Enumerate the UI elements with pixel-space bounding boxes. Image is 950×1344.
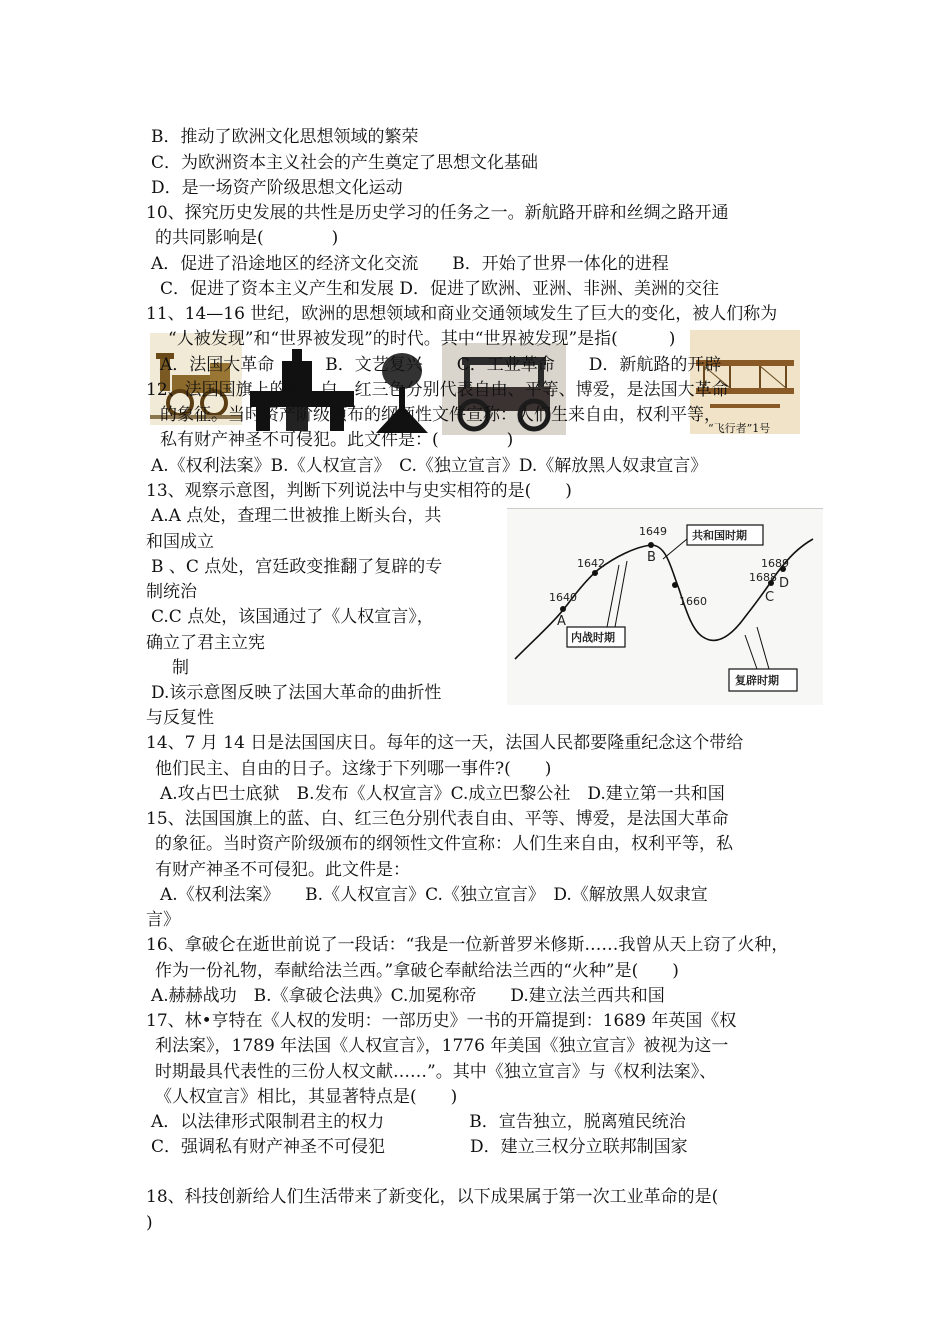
question-10-line1: 10、探究历史发展的共性是历史学习的任务之一。新航路开辟和丝绸之路开通 [146, 203, 729, 223]
question-17-line4: 《人权宣言》相比，其显著特点是( ) [155, 1087, 458, 1107]
options-10-ab: A．促进了沿途地区的经济文化交流 B．开始了世界一体化的进程 [151, 254, 669, 274]
year-label: 1640 [549, 591, 577, 604]
year-label: 1660 [679, 595, 707, 608]
option-13b-line2: 制统治 [146, 582, 197, 602]
option-13b-line1: B 、C 点处，宫廷政变推翻了复辟的专 [151, 557, 443, 577]
question-15-line3: 有财产神圣不可侵犯。此文件是： [155, 860, 410, 880]
options-15-line1: A.《权利法案》 B.《人权宣言》C.《独立宣言》 D.《解放黑人奴隶宣 [160, 885, 708, 905]
options-11: A．法国大革命 B．文艺复兴 C．工业革命 D．新航路的开辟 [160, 355, 722, 375]
question-16-line1: 16、拿破仑在逝世前说了一段话：“我是一位新普罗米修斯……我曾从天上窃了火种， [146, 935, 789, 955]
restoration-period-label: 复辟时期 [735, 674, 779, 687]
option-13c-line3: 制 [172, 658, 189, 678]
point-letter: B [647, 550, 656, 565]
question-12-line2: 的象征。当时资产阶级颁布的纲领性文件宣称：人们生来自由，权利平等， [160, 405, 721, 425]
question-12-line1: 12、法国国旗上的蓝、白、红三色分别代表自由、平等、博爱，是法国大革命 [146, 380, 729, 400]
history-curve-diagram [507, 508, 823, 705]
year-label: 1642 [577, 557, 605, 570]
year-label: 1688 [749, 571, 777, 584]
option-13d-line1: D.该示意图反映了法国大革命的曲折性 [151, 683, 442, 703]
option-9d: D．是一场资产阶级思想文化运动 [151, 178, 403, 198]
option-13a-line1: A.A 点处，查理二世被推上断头台，共 [151, 506, 442, 526]
year-label: 1649 [639, 525, 667, 538]
options-16: A.赫赫战功 B.《拿破仑法典》C.加冕称帝 D.建立法兰西共和国 [151, 986, 665, 1006]
question-11-line1: 11、14—16 世纪，欧洲的思想领域和商业交通领域发生了巨大的变化，被人们称为 [146, 304, 778, 324]
question-18-line2: ) [146, 1213, 153, 1233]
question-15-line1: 15、法国国旗上的蓝、白、红三色分别代表自由、平等、博爱，是法国大革命 [146, 809, 729, 829]
question-17-line3: 时期最具代表性的三份人权文献……”。其中《独立宣言》与《权利法案》、 [155, 1062, 717, 1082]
year-label: 1689 [761, 557, 789, 570]
option-13a-line2: 和国成立 [146, 532, 214, 552]
options-17-ab: A．以法律形式限制君主的权力 B．宣告独立，脱离殖民统治 [151, 1112, 686, 1132]
option-13c-line2: 确立了君主立宪 [146, 633, 265, 653]
options-15-line2: 言》 [146, 910, 180, 930]
question-16-line2: 作为一份礼物，奉献给法兰西。”拿破仑奉献给法兰西的“火种”是( ) [155, 961, 679, 981]
point-letter: C [765, 590, 775, 605]
republic-period-label: 共和国时期 [692, 529, 747, 542]
civil-war-period-label: 内战时期 [571, 631, 615, 644]
question-17-line2: 利法案》，1789 年法国《人权宣言》，1776 年美国《独立宣言》被视为这一 [155, 1036, 729, 1056]
point-letter: A [557, 614, 566, 629]
question-13: 13、观察示意图，判断下列说法中与史实相符的是( ) [146, 481, 572, 501]
option-13d-line2: 与反复性 [146, 708, 214, 728]
question-14-line1: 14、7 月 14 日是法国国庆日。每年的这一天，法国人民都要隆重纪念这个带给 [146, 733, 744, 753]
question-17-line1: 17、林•亨特在《人权的发明：一部历史》一书的开篇提到：1689 年英国《权 [146, 1011, 737, 1031]
plane-caption: “飞行者”1号 [708, 422, 771, 435]
options-17-cd: C．强调私有财产神圣不可侵犯 D．建立三权分立联邦制国家 [151, 1137, 688, 1157]
point-letter: D [779, 576, 790, 591]
options-10-cd: C．促进了资本主义产生和发展 D．促进了欧洲、亚洲、非洲、美洲的交往 [160, 279, 720, 299]
option-9c: C．为欧洲资本主义社会的产生奠定了思想文化基础 [151, 153, 539, 173]
option-13c-line1: C.C 点处，该国通过了《人权宣言》， [151, 607, 434, 627]
question-18-line1: 18、科技创新给人们生活带来了新变化，以下成果属于第一次工业革命的是( [146, 1187, 719, 1207]
question-14-line2: 他们民主、自由的日子。这缘于下列哪一事件?( ) [155, 759, 552, 779]
options-12: A.《权利法案》B.《人权宣言》 C.《独立宣言》D.《解放黑人奴隶宣言》 [151, 456, 708, 476]
question-12-line3: 私有财产神圣不可侵犯。此文件是：( ) [160, 430, 514, 450]
option-9b: B．推动了欧洲文化思想领域的繁荣 [151, 127, 419, 147]
question-15-line2: 的象征。当时资产阶级颁布的纲领性文件宣称：人们生来自由，权利平等，私 [155, 834, 733, 854]
question-10-line2: 的共同影响是( ) [155, 228, 339, 248]
options-14: A.攻占巴士底狱 B.发布《人权宣言》C.成立巴黎公社 D.建立第一共和国 [160, 784, 725, 804]
question-11-line2: “人被发现”和“世界被发现”的时代。其中“世界被发现”是指( ) [168, 329, 676, 349]
